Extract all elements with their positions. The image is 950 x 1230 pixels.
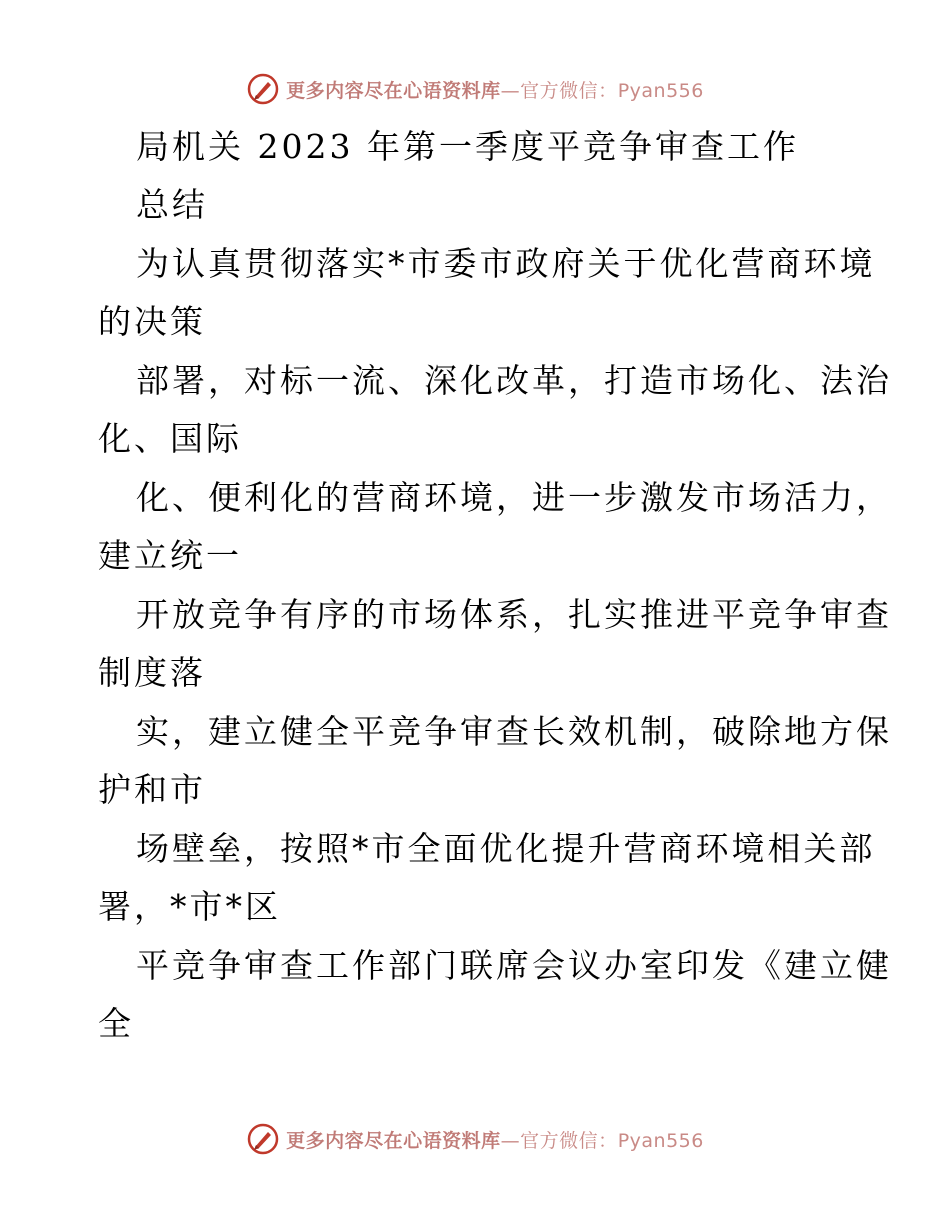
watermark-text: 更多内容尽在心语资料库—官方微信：Pyan556 xyxy=(286,79,704,102)
body-line-14: 全 xyxy=(98,1004,134,1043)
body-line-7: 开放竞争有序的市场体系，扎实推进平竞争审查 xyxy=(136,595,892,634)
watermark-text: 更多内容尽在心语资料库—官方微信：Pyan556 xyxy=(286,1129,704,1152)
document-title-line-2: 总结 xyxy=(136,185,208,224)
body-line-1: 为认真贯彻落实*市委市政府关于优化营商环境 xyxy=(136,244,876,283)
document-title-line-1: 局机关 2023 年第一季度平竞争审查工作 xyxy=(136,127,799,166)
body-line-5: 化、便利化的营商环境，进一步激发市场活力， xyxy=(136,478,892,517)
pen-logo-icon xyxy=(246,72,280,106)
body-line-11: 场壁垒，按照*市全面优化提升营商环境相关部 xyxy=(136,829,876,868)
footer-watermark xyxy=(0,1122,950,1156)
body-line-12: 署，*市*区 xyxy=(98,887,281,926)
body-line-6: 建立统一 xyxy=(98,536,242,575)
header-watermark xyxy=(0,72,950,106)
body-line-4: 化、国际 xyxy=(98,419,242,458)
body-line-13: 平竞争审查工作部门联席会议办室印发《建立健 xyxy=(136,946,892,985)
body-line-9: 实，建立健全平竞争审查长效机制，破除地方保 xyxy=(136,712,892,751)
body-line-3: 部署，对标一流、深化改革，打造市场化、法治 xyxy=(136,361,892,400)
body-line-2: 的决策 xyxy=(98,302,206,341)
pen-logo-icon xyxy=(246,1122,280,1156)
body-line-8: 制度落 xyxy=(98,653,206,692)
body-line-10: 护和市 xyxy=(98,770,206,809)
